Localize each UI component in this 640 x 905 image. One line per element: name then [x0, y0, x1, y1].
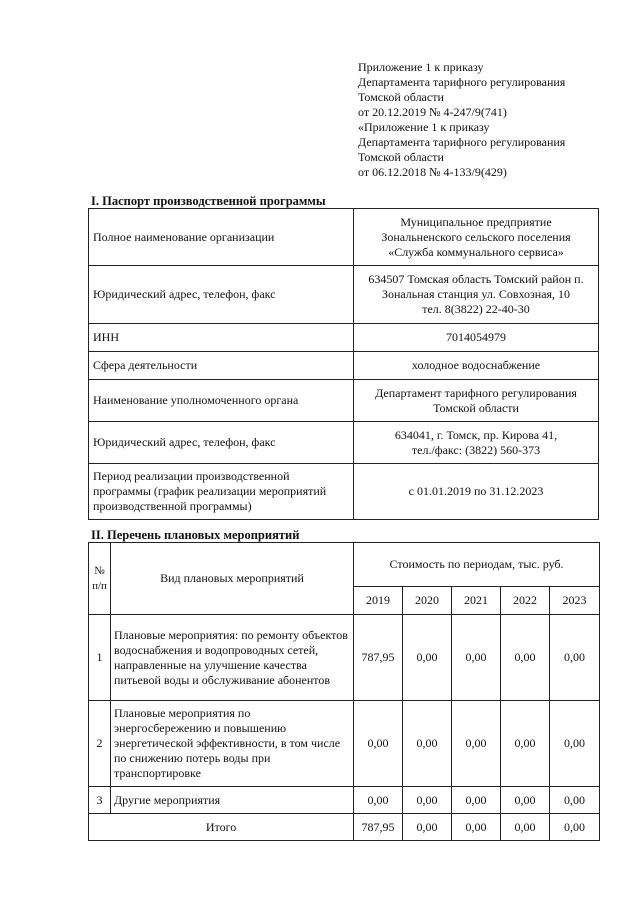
value-line: Томской области	[433, 400, 519, 415]
section2-title: II. Перечень плановых мероприятий	[91, 528, 300, 542]
row-name: Плановые мероприятия по энергосбережению и повышению энергетической эффективности, в том числе по снижению потерь воды при транспортировке	[111, 701, 354, 787]
row-value: 0,00	[501, 615, 550, 701]
year-header: 2021	[452, 587, 501, 615]
total-label: Итого	[89, 814, 354, 841]
passport-label: Юридический адрес, телефон, факс	[89, 422, 354, 464]
col-num-header: № п/п	[89, 543, 111, 615]
passport-value	[354, 380, 599, 422]
total-value: 0,00	[501, 814, 550, 841]
header-line: Департамента тарифного регулирования	[358, 135, 566, 149]
total-value: 0,00	[403, 814, 452, 841]
passport-value	[354, 352, 599, 380]
passport-value	[354, 422, 599, 464]
value-line: 7014054979	[446, 330, 506, 344]
table-row	[89, 787, 600, 814]
passport-value	[354, 209, 599, 266]
value-line: Зональная станция ул. Совхозная, 10	[381, 287, 571, 301]
header-line: «Приложение 1 к приказу	[358, 120, 490, 134]
row-value: 787,95	[354, 615, 403, 701]
total-value: 787,95	[354, 814, 403, 841]
passport-row	[89, 464, 599, 520]
header-line: Департамента тарифного регулирования	[358, 75, 566, 89]
row-num: 3	[89, 787, 111, 814]
row-value: 0,00	[501, 787, 550, 814]
passport-row	[89, 380, 599, 422]
total-value: 0,00	[452, 814, 501, 841]
passport-value	[354, 324, 599, 352]
table-row	[89, 615, 600, 701]
passport-row	[89, 352, 599, 380]
value-line: Зональненского сельского поселения	[381, 229, 571, 244]
header-line: от 20.12.2019 № 4-247/9(741)	[358, 105, 507, 119]
row-value: 0,00	[452, 787, 501, 814]
row-value: 0,00	[354, 787, 403, 814]
value-line: Муниципальное предприятие	[400, 214, 552, 229]
passport-label: Сфера деятельности	[89, 352, 354, 380]
value-line: холодное водоснабжение	[411, 358, 541, 372]
row-value: 0,00	[354, 701, 403, 787]
passport-label: Полное наименование организации	[89, 209, 354, 266]
value-line: тел. 8(3822) 22-40-30	[422, 302, 530, 316]
total-row	[89, 814, 600, 841]
row-value: 0,00	[403, 615, 452, 701]
passport-label: ИНН	[89, 324, 354, 352]
row-name: Другие мероприятия	[111, 787, 354, 814]
row-value: 0,00	[452, 615, 501, 701]
passport-row	[89, 324, 599, 352]
col-name-header: Вид плановых мероприятий	[111, 543, 354, 615]
passport-row	[89, 422, 599, 464]
header-line: от 06.12.2018 № 4-133/9(429)	[358, 165, 507, 179]
measures-table	[88, 542, 600, 841]
value-line: с 01.01.2019 по 31.12.2023	[408, 484, 544, 498]
value-line: 634041, г. Томск, пр. Кирова 41,	[394, 427, 558, 442]
col-cost-header: Стоимость по периодам, тыс. руб.	[354, 543, 600, 587]
value-line: 634507 Томская область Томский район п.	[368, 272, 584, 286]
total-value: 0,00	[550, 814, 600, 841]
header-line: Томской области	[358, 90, 444, 104]
passport-table	[88, 208, 599, 520]
header-line: Приложение 1 к приказу	[358, 60, 484, 74]
row-num: 2	[89, 701, 111, 787]
row-name: Плановые мероприятия: по ремонту объектов водоснабжения и водопроводных сетей, направленные на улучшение качества питьевой воды и обслуживание абонентов	[111, 615, 354, 701]
passport-row	[89, 209, 599, 266]
year-header: 2019	[354, 587, 403, 615]
passport-value	[354, 266, 599, 324]
order-reference-header	[358, 60, 628, 180]
passport-label: Наименование уполномоченного органа	[89, 380, 354, 422]
row-value: 0,00	[403, 787, 452, 814]
header-line: Томской области	[358, 150, 444, 164]
row-value: 0,00	[550, 615, 600, 701]
passport-value	[354, 464, 599, 520]
row-value: 0,00	[403, 701, 452, 787]
row-value: 0,00	[501, 701, 550, 787]
value-line: «Служба коммунального сервиса»	[388, 244, 564, 259]
year-header: 2022	[501, 587, 550, 615]
section1-title: I. Паспорт производственной программы	[91, 194, 326, 208]
row-value: 0,00	[452, 701, 501, 787]
passport-label: Период реализации производственной программы (график реализации мероприятий производственной программы)	[89, 464, 354, 520]
passport-row	[89, 266, 599, 324]
value-line: тел./факс: (3822) 560-373	[411, 442, 541, 457]
row-value: 0,00	[550, 701, 600, 787]
year-header: 2023	[550, 587, 600, 615]
row-num: 1	[89, 615, 111, 701]
value-line: Департамент тарифного регулирования	[375, 385, 577, 400]
passport-label: Юридический адрес, телефон, факс	[89, 266, 354, 324]
year-header: 2020	[403, 587, 452, 615]
table-header-row	[89, 543, 600, 587]
table-row	[89, 701, 600, 787]
row-value: 0,00	[550, 787, 600, 814]
